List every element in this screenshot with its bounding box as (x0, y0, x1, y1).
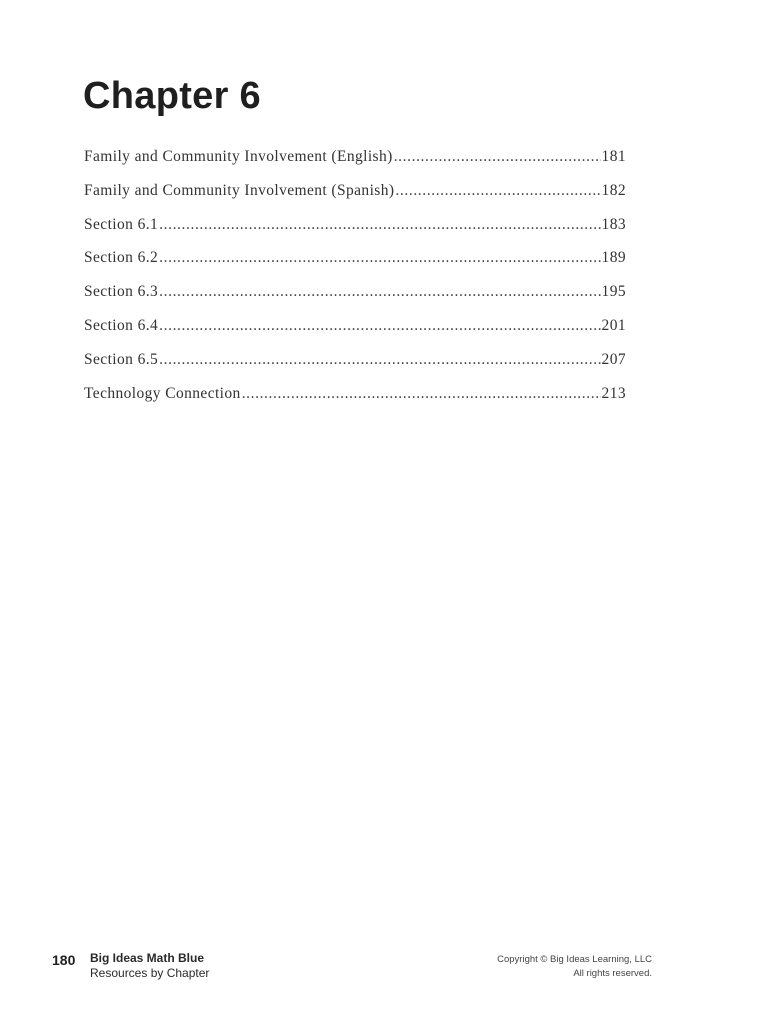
toc-entry-page: 189 (601, 249, 626, 267)
toc-entry-label: Technology Connection (84, 384, 241, 402)
toc-entry-page: 213 (601, 384, 626, 402)
page-title: Chapter 6 (83, 75, 261, 117)
toc-leader-dots (159, 283, 600, 301)
toc-entry-label: Section 6.4 (84, 316, 159, 334)
toc-entry (84, 385, 626, 419)
toc-entry (84, 216, 626, 250)
toc-entry (84, 249, 626, 283)
footer-copyright-line: Copyright © Big Ideas Learning, LLC (497, 954, 652, 965)
toc-entry-page: 182 (601, 181, 626, 199)
toc-entry-page: 183 (601, 215, 626, 233)
toc-leader-dots (242, 385, 601, 403)
footer-rights-line: All rights reserved. (573, 968, 652, 979)
toc-entry-label: Section 6.3 (84, 283, 159, 301)
toc-entry-label: Family and Community Involvement (English) (84, 148, 393, 165)
toc-entry (84, 283, 626, 317)
toc-entry (84, 148, 626, 182)
toc-entry (84, 317, 626, 351)
toc-entry-label: Family and Community Involvement (Spanish) (84, 181, 395, 199)
toc-leader-dots (159, 317, 600, 335)
toc-entry-page: 195 (601, 283, 626, 301)
toc-entry-page: 201 (601, 316, 626, 334)
toc-leader-dots (159, 249, 600, 267)
toc-entry-label: Section 6.2 (84, 249, 159, 267)
footer-copyright (497, 953, 652, 981)
table-of-contents (84, 148, 626, 418)
toc-leader-dots (159, 216, 600, 234)
footer-book-info (90, 951, 209, 981)
toc-entry-label: Section 6.5 (84, 350, 159, 368)
toc-entry-page: 207 (601, 350, 626, 368)
toc-entry-page: 181 (601, 148, 626, 165)
toc-entry (84, 351, 626, 385)
toc-leader-dots (159, 351, 600, 369)
toc-entry-label: Section 6.1 (84, 215, 159, 233)
footer-book-title: Big Ideas Math Blue (90, 951, 205, 965)
footer-page-number: 180 (52, 952, 76, 968)
toc-entry (84, 182, 626, 216)
toc-leader-dots (395, 182, 600, 200)
toc-leader-dots (394, 148, 601, 166)
footer-book-subtitle: Resources by Chapter (90, 966, 210, 980)
